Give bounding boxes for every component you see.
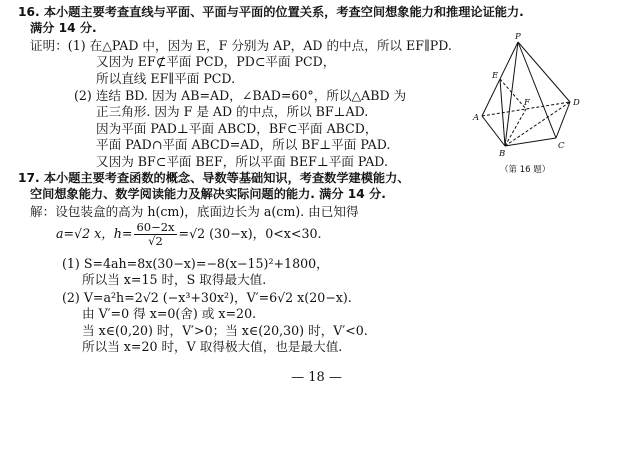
eq-rest: =√2 (30−x)，0<x<30.: [178, 226, 322, 241]
label-B: B: [499, 149, 506, 159]
label-A: A: [473, 113, 480, 123]
pyramid-figure: [470, 30, 590, 180]
q16-part2-line2: 正三角形. 因为 F 是 AD 的中点，所以 BF⊥AD.: [96, 104, 369, 119]
figure-caption: （第 16 题）: [500, 165, 551, 175]
q16-part1-line2: 又因为 EF⊄平面 PCD，PD⊂平面 PCD，: [96, 54, 336, 69]
q17-solution-intro: 解：设包装盒的高为 h(cm)，底面边长为 a(cm). 由已知得: [30, 204, 359, 219]
eq-fraction-denominator: √2: [148, 234, 163, 248]
edge-BC: [505, 138, 556, 146]
label-D: D: [573, 98, 580, 108]
q16-part2-line3: 因为平面 PAD⊥平面 ABCD，BF⊂平面 ABCD，: [96, 121, 378, 136]
edge-BD: [505, 102, 570, 146]
q17-heading-line2: 空间想象能力、数学阅读能力及解决实际问题的能力. 满分 14 分.: [30, 187, 386, 201]
q17-part2-line1: (2) V=a²h=2√2 (−x³+30x²)，V′=6√2 x(20−x).: [62, 290, 352, 305]
eq-a-part: a=√2 x，h=: [56, 226, 133, 241]
q16-part1-line1: 证明：(1) 在△PAD 中，因为 E，F 分别为 AP，AD 的中点，所以 EF∥PD.: [30, 38, 452, 53]
q16-part1-line3: 所以直线 EF∥平面 PCD.: [96, 71, 236, 86]
label-C: C: [558, 141, 565, 151]
q16-heading: 16. 本小题主要考查直线与平面、平面与平面的位置关系，考查空间想象能力和推理论证能力.: [18, 5, 524, 19]
label-P: P: [515, 32, 521, 42]
edge-PB: [505, 42, 518, 146]
q16-part2-line4: 平面 PAD∩平面 ABCD=AD，所以 BF⊥平面 PAD.: [96, 137, 391, 152]
q16-score: 满分 14 分.: [30, 21, 97, 35]
q17-equation: [56, 220, 322, 248]
edge-BF: [505, 109, 526, 146]
page-number: — 18 —: [291, 370, 342, 385]
edge-AB: [482, 116, 505, 146]
eq-fraction: [134, 221, 176, 248]
q16-part2-line5: 又因为 BF⊂平面 BEF，所以平面 BEF⊥平面 PAD.: [96, 154, 388, 169]
label-F: F: [524, 98, 530, 108]
edge-CD: [556, 102, 570, 138]
edge-PD: [518, 42, 570, 102]
label-E: E: [492, 71, 499, 81]
q17-part1-line1: (1) S=4ah=8x(30−x)=−8(x−15)²+1800，: [62, 256, 329, 271]
q17-part2-line2: 由 V′=0 得 x=0(舍) 或 x=20.: [82, 306, 257, 321]
eq-fraction-numerator: 60−2x: [136, 220, 175, 234]
q17-part2-line4: 所以当 x=20 时，V 取得极大值，也是最大值.: [82, 339, 343, 354]
q17-part2-line3: 当 x∈(0,20) 时，V′>0；当 x∈(20,30) 时，V′<0.: [82, 323, 368, 338]
q17-heading-line1: 17. 本小题主要考查函数的概念、导数等基础知识，考查数学建模能力、: [18, 171, 410, 185]
q17-part1-line2: 所以当 x=15 时，S 取得最大值.: [82, 272, 267, 287]
q16-part2-line1: (2) 连结 BD. 因为 AB=AD，∠BAD=60°，所以△ABD 为: [74, 88, 407, 103]
edge-PC: [518, 42, 556, 138]
